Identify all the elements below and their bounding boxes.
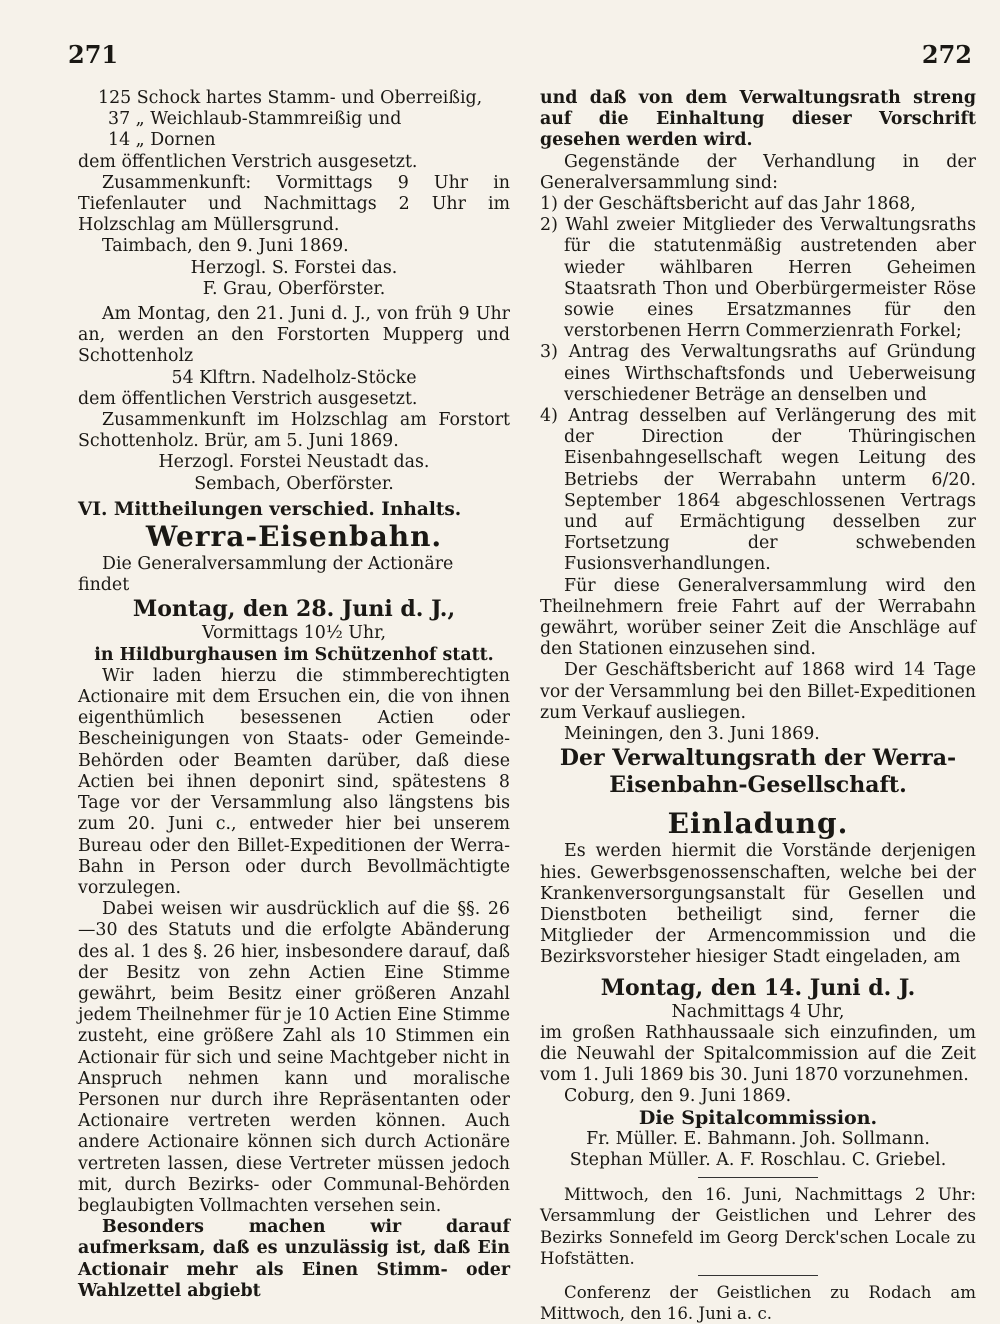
issuer: Herzogl. S. Forstei das. <box>190 257 398 278</box>
place-date: Taimbach, den 9. Juni 1869. <box>102 236 349 257</box>
continuation-paragraph: und daß von dem Verwaltungsrath streng auf die Einhaltung dieser Vorschrift gesehen werden wird. <box>540 88 976 151</box>
conference-notice: Conferenz der Geistlichen zu Rodach am Mittwoch, den 16. Juni a. c. <box>540 1282 976 1324</box>
auction-note-2: dem öffentlichen Verstrich ausgesetzt. <box>78 388 418 409</box>
signature-2: Sembach, Oberförster. <box>194 473 394 494</box>
divider-2 <box>698 1275 818 1276</box>
right-column <box>540 88 976 1324</box>
auction-announcement: Am Montag, den 21. Juni d. J., von früh 9 Uhr an, werden an den Forstorten Mupperg und Schottenholz <box>78 304 510 367</box>
warning-paragraph: Besonders machen wir darauf aufmerksam, daß es unzulässig ist, daß Ein Actionair mehr als Einen Stimm- oder Wahlzettel abgiebt <box>78 1217 510 1301</box>
einladung-paragraph: Es werden hiermit die Vorstände derjenigen hies. Gewerbsgenossenschaften, welche bei der Krankenversorgungsanstalt für Gesellen und Dienstboten betheiligt sind, ferner die Mitglieder der Armencommission und die Bezirksvorsteher hiesiger Stadt eingeladen, am <box>540 841 976 968</box>
headline-werra: Werra-Eisenbahn. <box>145 520 443 554</box>
section-heading: VI. Mittheilungen verschied. Inhalts. <box>78 498 462 520</box>
agenda-item-4: 4) Antrag desselben auf Verlängerung des mit der Direction der Thüringischen Eisenbahngesellschaft wegen Leitung des Betriebs der Werrabahn unterm 6/20. September 1864 abgeschlossenen Vertrags und auf Ermächtigung desselben zur Fortsetzung der schwebenden Fusionsverhandlungen. <box>540 406 976 575</box>
divider-1 <box>698 1177 818 1178</box>
place-date-meiningen: Meiningen, den 3. Juni 1869. <box>564 724 820 745</box>
page-number-left: 271 <box>68 40 119 69</box>
headline-einladung: Einladung. <box>667 807 849 841</box>
clergy-meeting-notice: Mittwoch, den 16. Juni, Nachmittags 2 Uhr: Versammlung der Geistlichen und Lehrer des Bezirks Sonnefeld im Georg Derck'schen Locale zu Hofstätten. <box>540 1185 976 1268</box>
agenda-item-1: 1) der Geschäftsbericht auf das Jahr 1868, <box>540 194 916 215</box>
issuer-2: Herzogl. Forstei Neustadt das. <box>158 452 430 473</box>
agenda-intro: Gegenstände der Verhandlung in der Generalversammlung sind: <box>540 151 976 193</box>
agenda-item-2: 2) Wahl zweier Mitglieder des Verwaltungsraths für die statutenmäßig austretenden aber wieder wählbaren Herren Geheimen Staatsrath Thon und Oberbürgermeister Röse sowie eines Ersatzmannes für den verstorbenen Herrn Commerzienrath Forkel; <box>540 215 976 342</box>
einladung-purpose: im großen Rathhaussaale sich einzufinden, um die Neuwahl der Spitalcommission auf die Zeit vom 1. Juli 1869 bis 30. Juni 1870 vorzunehmen. <box>540 1022 976 1086</box>
auction-note: dem öffentlichen Verstrich ausgesetzt. <box>78 151 418 172</box>
einladung-date: Montag, den 14. Juni d. J. <box>600 974 916 1001</box>
signatories-row-2: Stephan Müller. A. F. Roschlau. C. Griebel. <box>569 1149 947 1170</box>
left-column <box>78 88 510 1302</box>
einladung-time: Nachmittags 4 Uhr, <box>671 1001 845 1022</box>
signature: F. Grau, Oberförster. <box>202 278 386 299</box>
wood-item-2: 37 „ Weichlaub-Stammreißig und <box>108 109 402 130</box>
report-paragraph: Der Geschäftsbericht auf 1868 wird 14 Tage vor der Versammlung bei den Billet-Expeditionen zum Verkauf ausliegen. <box>540 660 976 723</box>
meeting-info-2: Zusammenkunft im Holzschlag am Forstort Schottenholz. Brür, am 5. Juni 1869. <box>78 410 510 452</box>
wood-item-3: 14 „ Dornen <box>108 130 216 151</box>
signatories-row-1: Fr. Müller. E. Bahmann. Joh. Sollmann. <box>586 1128 930 1149</box>
time-line: Vormittags 10½ Uhr, <box>201 623 387 644</box>
agenda-list <box>540 194 976 576</box>
free-travel-paragraph: Für diese Generalversammlung wird den Theilnehmern freie Fahrt auf der Werrabahn gewährt, worüber seiner Zeit die Anschläge auf den Stationen einzusehen sind. <box>540 575 976 660</box>
page-number-right: 272 <box>921 40 972 69</box>
agenda-item-3: 3) Antrag des Verwaltungsraths auf Gründung eines Wirthschaftsfonds und Ueberweisung verschiedener Beträge an denselben und <box>540 342 976 405</box>
date-heading: Montag, den 28. Juni d. J., <box>132 596 456 623</box>
place-date-coburg: Coburg, den 9. Juni 1869. <box>564 1086 792 1107</box>
intro-line: Die Generalversammlung der Actionäre findet <box>78 554 454 596</box>
board-signature: Der Verwaltungsrath der Werra-Eisenbahn-Gesellschaft. <box>559 745 957 799</box>
commission-signature: Die Spitalcommission. <box>638 1106 878 1129</box>
meeting-info: Zusammenkunft: Vormittags 9 Uhr in Tiefenlauter und Nachmittags 2 Uhr im Holzschlag am Müllersgrund. <box>78 172 510 236</box>
statute-paragraph: Dabei weisen wir ausdrücklich auf die §§. 26—30 des Statuts und die erfolgte Abänderung des al. 1 des §. 26 hier, insbesondere darauf, daß der Besitz von zehn Actien Eine Stimme gewährt, beim Besitz einer größeren Anzahl jedem Theilnehmer für je 10 Actien Eine Stimme zusteht, eine größere Zahl als 10 Stimmen ein Actionair für sich und seine Machtgeber nicht in Anspruch nehmen kann und moralische Personen nur durch ihre Repräsentanten oder Actionaire vertreten werden können. Auch andere Actionaire können sich durch Actionäre vertreten lassen, diese Vertreter müssen jedoch mit, durch Bezirks- oder Communal-Behörden beglaubigten Vollmachten versehen sein. <box>78 899 510 1216</box>
location-line: in Hildburghausen im Schützenhof statt. <box>94 644 494 665</box>
invitation-paragraph: Wir laden hierzu die stimmberechtigten Actionaire mit dem Ersuchen ein, die von ihnen eigenthümlich besessenen Actien oder Bescheinigungen von Staats- oder Gemeinde-Behörden oder Beamten darüber, daß diese Actien bei ihnen deponirt sind, spätestens 8 Tage vor der Versammlung also längstens bis zum 20. Juni c., entweder hier bei unserem Bureau oder den Billet-Expeditionen der Werra-Bahn in Person oder durch Bevollmächtigte vorzulegen. <box>78 665 510 898</box>
wood-item-1: 125 Schock hartes Stamm- und Oberreißig, <box>98 88 483 108</box>
wood-stumps: 54 Klftrn. Nadelholz-Stöcke <box>171 367 417 388</box>
